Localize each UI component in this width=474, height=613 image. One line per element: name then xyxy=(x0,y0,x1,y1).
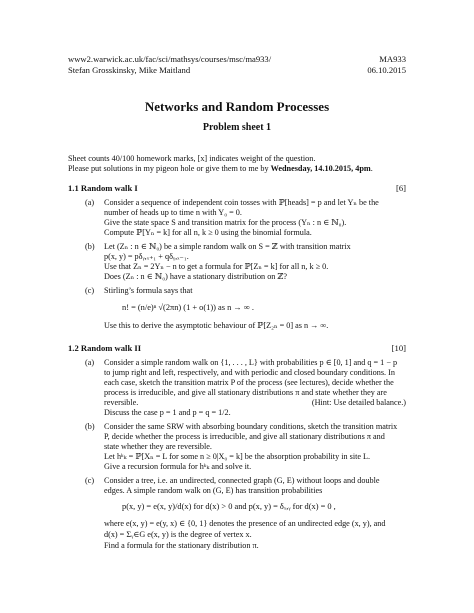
section-title-1-2: 1.2 Random walk II xyxy=(68,343,142,353)
item-line: to jump right and left, respectively, and with periodic and closed boundary conditions. In xyxy=(104,368,395,377)
intro-line-1: Sheet counts 40/100 homework marks, [x] indicates weight of the question. xyxy=(68,154,316,163)
course-url: www2.warwick.ac.uk/fac/sci/mathsys/courses/msc/ma933/ xyxy=(68,54,272,64)
item-line: state whether they are reversible. xyxy=(104,442,212,451)
item-line: Compute ℙ[Yₙ = k] for all n, k ≥ 0 using the binomial formula. xyxy=(104,228,312,237)
item-line: each case, sketch the transition matrix P of the process (see lectures), decide whether the xyxy=(104,378,394,387)
item-line: Does (Zₙ : n ∈ ℕ₀) have a stationary distribution on ℤ? xyxy=(104,272,288,281)
section-title-1-1: 1.1 Random walk I xyxy=(68,183,138,193)
page-subtitle: Problem sheet 1 xyxy=(202,122,272,133)
item-line: reversible. xyxy=(104,398,139,407)
item-line: Consider a tree, i.e. an undirected, connected graph (G, E) without loops and double xyxy=(104,476,380,485)
item-label-1-1-a: (a) xyxy=(85,198,95,207)
item-line: process is irreducible, and give all stationary distributions π and state whether they are xyxy=(104,388,387,397)
item-line: where e(x, y) = e(y, x) ∈ {0, 1} denotes the presence of an undirected edge (x, y), and xyxy=(104,519,386,528)
item-line: edges. A simple random walk on (G, E) has transition probabilities xyxy=(104,486,323,495)
item-line: Give a recursion formula for hᵏₖ and solve it. xyxy=(104,462,252,471)
section-marks-1-1: [6] xyxy=(395,183,406,193)
page-title: Networks and Random Processes xyxy=(144,99,330,114)
item-label-1-1-b: (b) xyxy=(85,242,95,251)
course-code: MA933 xyxy=(379,54,406,64)
deadline: Wednesday, 14.10.2015, 4pm xyxy=(270,164,371,173)
authors: Stefan Grosskinsky, Mike Maitland xyxy=(68,65,191,75)
section-marks-1-2: [10] xyxy=(391,343,406,353)
item-label-1-2-b: (b) xyxy=(85,422,95,431)
item-line: P, decide whether the process is irreducible, and give all stationary distributions π and xyxy=(104,432,385,441)
item-line: Let hᵏₖ = ℙ[Xₙ = L for some n ≥ 0|X₀ = k] be the absorption probability in site L. xyxy=(104,452,371,461)
item-label-1-2-a: (a) xyxy=(85,358,95,367)
transition-probabilities: p(x, y) = e(x, y)/d(x) for d(x) > 0 and p(x, y) = δₓ,ᵧ for d(x) = 0 , xyxy=(122,502,336,511)
item-line: d(x) = Σᵧ∈G e(x, y) is the degree of vertex x. xyxy=(104,530,252,539)
item-line: Discuss the case p = 1 and p = q = 1/2. xyxy=(104,408,231,417)
stirling-formula: n! = (n/e)ⁿ √(2πn) (1 + o(1)) as n → ∞ . xyxy=(122,303,255,312)
intro-line-2: Please put solutions in my pigeon hole or give them to me by Wednesday, 14.10.2015, 4pm. xyxy=(68,164,373,173)
item-line: Consider a sequence of independent coin tosses with ℙ[heads] = p and let Yₙ be the xyxy=(104,198,379,207)
item-label-1-1-c: (c) xyxy=(85,286,95,295)
header-date: 06.10.2015 xyxy=(367,65,406,75)
item-label-1-2-c: (c) xyxy=(85,476,95,485)
item-line: Consider the same SRW with absorbing boundary conditions, sketch the transition matrix xyxy=(104,422,398,431)
hint-detailed-balance: (Hint: Use detailed balance.) xyxy=(311,398,406,407)
item-line: number of heads up to time n with Y₀ = 0. xyxy=(104,208,242,217)
item-line: Consider a simple random walk on {1, . . . , L} with probabilities p ∈ [0, 1] and q = 1 − p xyxy=(104,358,398,367)
item-line: Use this to derive the asymptotic behaviour of ℙ[Z₂ₙ = 0] as n → ∞. xyxy=(104,321,329,330)
item-line: Let (Zₙ : n ∈ ℕ₀) be a simple random walk on S = ℤ with transition matrix xyxy=(104,242,351,251)
item-line: Give the state space S and transition matrix for the process (Yₙ : n ∈ ℕ₀). xyxy=(104,218,347,227)
item-line: Find a formula for the stationary distribution π. xyxy=(104,541,259,550)
item-line: p(x, y) = pδᵧ,ₓ₊₁ + qδᵧ,ₓ₋₁. xyxy=(104,252,189,261)
item-line: Use that Zₙ = 2Yₙ − n to get a formula for ℙ[Zₙ = k] for all n, k ≥ 0. xyxy=(104,262,329,271)
item-line: Stirling’s formula says that xyxy=(104,286,193,295)
